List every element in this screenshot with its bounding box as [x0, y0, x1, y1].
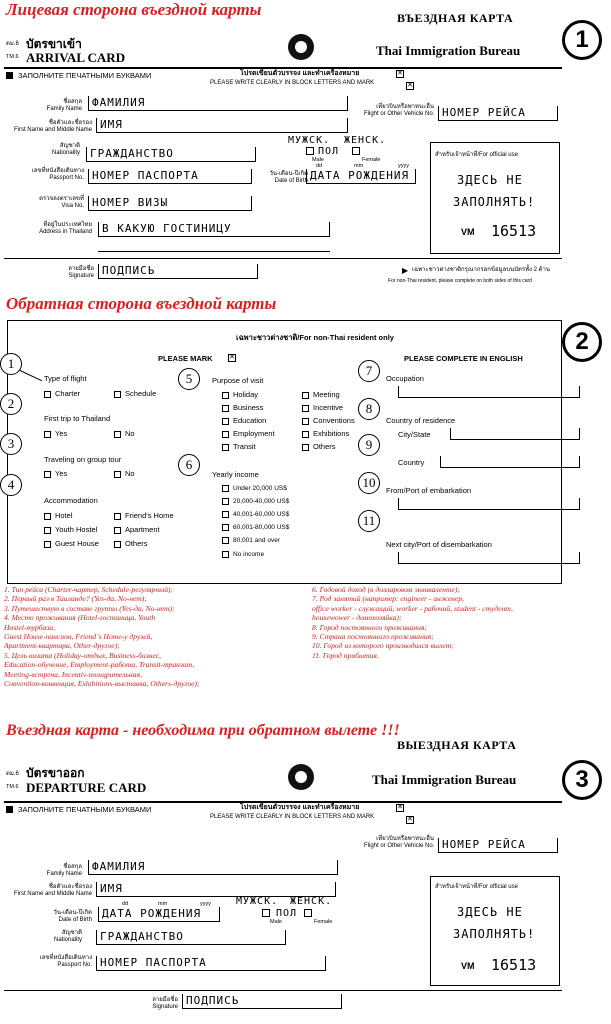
immigration-emblem-icon [288, 34, 314, 60]
yyyy-label: yyyy [200, 901, 211, 907]
callout-4: 4 [0, 474, 22, 496]
acc-apartment[interactable]: Apartment [114, 525, 160, 534]
departure-ru-title: ВЫЕЗДНАЯ КАРТА [397, 738, 517, 752]
mark-box-icon: ✕ [397, 804, 403, 811]
official-note-1: ЗДЕСЬ НЕ [457, 905, 523, 919]
address-line-2[interactable] [98, 240, 330, 252]
bureau-name: Thai Immigration Bureau [376, 43, 521, 58]
immigration-emblem-icon [288, 764, 314, 790]
embarkation-label: From/Port of embarkation [386, 486, 472, 495]
charter-option[interactable]: Charter [44, 389, 80, 398]
dob-field[interactable]: ДАТА РОЖДЕНИЯ [306, 169, 416, 184]
bureau-name: Thai Immigration Bureau [372, 772, 517, 787]
income-80001-over[interactable]: 80,001 and over [222, 536, 280, 545]
male-label: Male [270, 919, 282, 925]
income-under-20000[interactable]: Under 20,000 US$ [222, 484, 287, 493]
official-note-1: ЗДЕСЬ НЕ [457, 173, 523, 187]
vm-label: VM [461, 961, 475, 971]
purpose-incentive[interactable]: Incentive [302, 403, 343, 412]
city-state-field[interactable] [450, 428, 580, 440]
acc-others[interactable]: Others [114, 539, 148, 548]
dd-label: dd [122, 901, 129, 907]
type-of-flight-label: Type of flight [44, 374, 87, 383]
sex-male-text: МУЖСК. [236, 896, 279, 907]
yyyy-label: yyyy [398, 163, 409, 169]
accommodation-label: Accommodation [44, 496, 98, 505]
first-name-label: ชื่อตัวและชื่อรอง First Name and Middle Name [13, 884, 92, 897]
official-use-label: สำหรับเจ้าหน้าที่/For official use [435, 152, 518, 158]
dep-signature-field[interactable]: ПОДПИСЬ [182, 994, 342, 1009]
tm6-sub: TM.6 [6, 54, 19, 60]
back-side-heading: Обратная сторона въездной карты [6, 294, 277, 313]
first-name-field[interactable]: ИМЯ [96, 118, 348, 133]
purpose-employment[interactable]: Employment [222, 429, 275, 438]
group-tour-no[interactable]: No [114, 469, 135, 478]
income-40001-60000[interactable]: 40,001-60,000 US$ [222, 510, 289, 519]
purpose-conventions[interactable]: Conventions [302, 416, 355, 425]
callout-8: 8 [358, 398, 380, 420]
signature-label: ลายมือชื่อ Signature [68, 266, 94, 279]
purpose-others[interactable]: Others [302, 442, 336, 451]
address-field[interactable]: В КАКУЮ ГОСТИНИЦУ [98, 222, 330, 237]
purpose-transit[interactable]: Transit [222, 442, 256, 451]
arrival-en-title: ARRIVAL CARD [26, 50, 126, 65]
passport-label: เลขที่หนังสือเดินทาง Passport No. [39, 955, 92, 968]
purpose-holiday[interactable]: Holiday [222, 390, 258, 399]
callout-10: 10 [358, 472, 380, 494]
mark-box-icon: ✕ [407, 82, 413, 89]
non-thai-en: For non-Thai resident, please complete on both sides of this card [388, 278, 532, 284]
mark-box-icon: ✕ [407, 816, 413, 823]
instr-thai: โปรดเขียนตัวบรรจง และทำเครื่องหมาย [240, 70, 360, 77]
arrival-thai-title: บัตรขาเข้า [26, 37, 82, 51]
tm6-code: ตม.6 [6, 771, 19, 777]
group-tour-label: Traveling on group tour [44, 455, 122, 464]
card-code: 16513 [491, 222, 537, 240]
notes-left: 1. Тип рейса (Charter-чартер, Schedule-регулярный); 2. Первый раз в Таиланде? (Yes-да, No-нет); 3. Путешествую в составе группы (Yes-да, No-нет); 4. Место проживания (Hotel-гостиница, Youth Hostel-турбаза, Guest House-пансион, Friend`s Home-у друзей, Apartment-квартира, Other-другое); 5. Цель визита (Holiday-отдых, Business-бизнес, Education-обучение, Employment-работа, Transit-транзит, Meeting-встреча, Incentiv-поощрительная, Convention-конвенция, Exhibitions-выставка, Others-другое); [4, 585, 200, 689]
acc-youth-hostel[interactable]: Youth Hostel [44, 525, 97, 534]
nationality-label: สัญชาติ Nationality [51, 143, 80, 156]
non-thai-thai: เฉพาะชาวต่างชาติกรุณากรอกข้อมูลบนบัตรทั้ง 2 ด้าน [412, 267, 551, 273]
divider [4, 990, 562, 991]
embarkation-field[interactable] [398, 498, 580, 510]
purpose-label: Purpose of visit [212, 376, 264, 385]
flight-label: เที่ยวบินหรือพาหนะอื่น Flight or Other Vehicle No. [364, 836, 435, 849]
instr-en: PLEASE WRITE CLEARLY IN BLOCK LETTERS AND MARK [210, 814, 375, 820]
divider [4, 801, 562, 803]
purpose-exhibitions[interactable]: Exhibitions [302, 429, 349, 438]
first-trip-no[interactable]: No [114, 429, 135, 438]
callout-3: 3 [0, 433, 22, 455]
male-checkbox[interactable] [262, 909, 270, 917]
mark-box-icon: ✕ [397, 70, 403, 77]
family-label: ชื่อสกุล Family Name [46, 99, 82, 112]
nationality-field[interactable]: ГРАЖДАНСТВО [86, 147, 256, 162]
sex-female-text: ЖЕНСК. [344, 135, 387, 146]
country-residence-label: Country of residence [386, 416, 456, 425]
flight-label: เที่ยวบินหรือพาหนะอื่น Flight or Other Vehicle No. [364, 104, 435, 117]
mm-label: mm [158, 901, 168, 907]
family-label: ชื่อสกุล Family Name [46, 864, 82, 877]
purpose-meeting[interactable]: Meeting [302, 390, 340, 399]
departure-heading: Въездная карта - необходима при обратном вылете !!! [6, 722, 400, 739]
passport-label: เลขที่หนังสือเดินทาง Passport No. [31, 168, 84, 181]
signature-field[interactable]: ПОДПИСЬ [98, 264, 258, 279]
signature-label: ลายมือชื่อ Signature [152, 997, 178, 1010]
purpose-business[interactable]: Business [222, 403, 263, 412]
female-label: Female [314, 919, 333, 925]
acc-hotel[interactable]: Hotel [44, 511, 73, 520]
first-name-label: ชื่อตัวและชื่อรอง First Name and Middle Name [13, 120, 92, 133]
occupation-field[interactable] [398, 386, 580, 398]
country-field[interactable] [440, 456, 580, 468]
square-bullet-icon [6, 72, 13, 79]
sex-female-text: ЖЕНСК. [290, 896, 333, 907]
disembarkation-label: Next city/Port of disembarkation [386, 540, 492, 549]
male-label: Male [312, 157, 324, 163]
callout-2: 2 [0, 393, 22, 415]
card-number-3: 3 [562, 760, 602, 800]
divider [4, 258, 562, 259]
dd-label: dd [316, 163, 323, 169]
dep-dob-field[interactable]: ДАТА РОЖДЕНИЯ [98, 907, 220, 922]
visa-field[interactable]: НОМЕР ВИЗЫ [88, 196, 252, 211]
dep-nationality-field[interactable]: ГРАЖДАНСТВО [96, 930, 286, 945]
dob-label: วัน-เดือน-ปีเกิด Date of Birth [53, 910, 92, 923]
purpose-education[interactable]: Education [222, 416, 266, 425]
dep-flight-field[interactable]: НОМЕР РЕЙСА [438, 838, 558, 853]
callout-11: 11 [358, 510, 380, 532]
female-checkbox[interactable] [304, 909, 312, 917]
income-none[interactable]: No income [222, 550, 264, 559]
city-state-label: City/State [398, 430, 431, 439]
tm6-code: ตม.6 [6, 41, 19, 47]
income-20000-40000[interactable]: 20,000-40,000 US$ [222, 497, 289, 506]
passport-field[interactable]: НОМЕР ПАСПОРТА [88, 169, 252, 184]
callout-5: 5 [178, 368, 200, 390]
dob-label: วัน-เดือน-ปีเกิด Date of Birth [269, 171, 308, 184]
square-bullet-icon [6, 806, 13, 813]
callout-9: 9 [358, 434, 380, 456]
block-letters-ru: ЗАПОЛНИТЕ ПЕЧАТНЫМИ БУКВАМИ [18, 71, 152, 80]
callout-6: 6 [178, 454, 200, 476]
departure-en-title: DEPARTURE CARD [26, 780, 147, 795]
income-label: Yearly income [212, 470, 259, 479]
official-use-label: สำหรับเจ้าหน้าที่/For official use [435, 884, 518, 890]
block-letters-ru: ЗАПОЛНИТЕ ПЕЧАТНЫМИ БУКВАМИ [18, 805, 152, 814]
acc-guest-house[interactable]: Guest House [44, 539, 99, 548]
acc-friends-home[interactable]: Friend's Home [114, 511, 174, 520]
flight-field[interactable]: НОМЕР РЕЙСА [438, 106, 558, 121]
nationality-label: สัญชาติ Nationality [53, 930, 82, 943]
dep-family-name-field[interactable]: ФАМИЛИЯ [88, 860, 338, 875]
notes-right: 6. Годовой доход (в долларовом эквиваленте); 7. Род занятий (например: engineer - инженер, office worker - служащий, worker - рабочий, student - студент, housewоwer - домохозяйка); 8. Город постоянного проживания; 9. Страна постоянного проживания; 10. Город из которого производился вылет; 11. Город прибытия. [312, 585, 513, 660]
family-name-field[interactable]: ФАМИЛИЯ [88, 96, 348, 111]
female-checkbox[interactable] [352, 147, 360, 155]
disembarkation-field[interactable] [398, 552, 580, 564]
sex-male-text: МУЖСК. [288, 135, 331, 146]
complete-in-english: PLEASE COMPLETE IN ENGLISH [404, 354, 523, 363]
card-code: 16513 [491, 956, 537, 974]
vm-label: VM [461, 227, 475, 237]
occupation-label: Occupation [386, 374, 424, 383]
instr-en: PLEASE WRITE CLEARLY IN BLOCK LETTERS AND MARK [210, 80, 375, 86]
non-thai-only-title: เฉพาะชาวต่างชาติ/For non-Thai resident only [236, 333, 394, 342]
sex-text: ПОЛ [276, 908, 298, 919]
official-note-2: ЗАПОЛНЯТЬ! [453, 927, 536, 941]
group-tour-yes[interactable]: Yes [44, 469, 67, 478]
front-side-heading: Лицевая сторона въездной карты [6, 0, 262, 19]
income-60001-80000[interactable]: 60,001-80,000 US$ [222, 523, 289, 532]
please-mark: PLEASE MARK [158, 354, 213, 363]
dep-first-name-field[interactable]: ИМЯ [96, 882, 336, 897]
card-number-2: 2 [562, 322, 602, 362]
schedule-option[interactable]: Schedule [114, 389, 156, 398]
official-use-box [430, 876, 560, 986]
country-label: Country [398, 458, 425, 467]
mm-label: mm [354, 163, 364, 169]
instr-thai: โปรดเขียนตัวบรรจง และทำเครื่องหมาย [240, 804, 360, 811]
first-trip-yes[interactable]: Yes [44, 429, 67, 438]
mark-box-icon: ✕ [229, 354, 235, 361]
callout-7: 7 [358, 360, 380, 382]
arrival-ru-title: ВЪЕЗДНАЯ КАРТА [397, 11, 514, 25]
female-label: Female [362, 157, 381, 163]
departure-thai-title: บัตรขาออก [26, 766, 85, 780]
male-checkbox[interactable] [306, 147, 314, 155]
visa-label: ตรวจลงตราเลขที่ Visa No. [39, 196, 84, 209]
divider [4, 67, 562, 69]
callout-1: 1 [0, 353, 22, 375]
official-note-2: ЗАПОЛНЯТЬ! [453, 195, 536, 209]
address-label: ที่อยู่ในประเทศไทย Address in Thailand [39, 222, 92, 235]
dep-passport-field[interactable]: НОМЕР ПАСПОРТА [96, 956, 326, 971]
arrow-right-icon: ▶ [402, 266, 409, 275]
tm6-sub: TM.6 [6, 784, 19, 790]
sex-text: ПОЛ [318, 146, 340, 157]
card-number-1: 1 [562, 20, 602, 60]
first-trip-label: First trip to Thailand [44, 414, 111, 423]
official-use-box [430, 142, 560, 254]
